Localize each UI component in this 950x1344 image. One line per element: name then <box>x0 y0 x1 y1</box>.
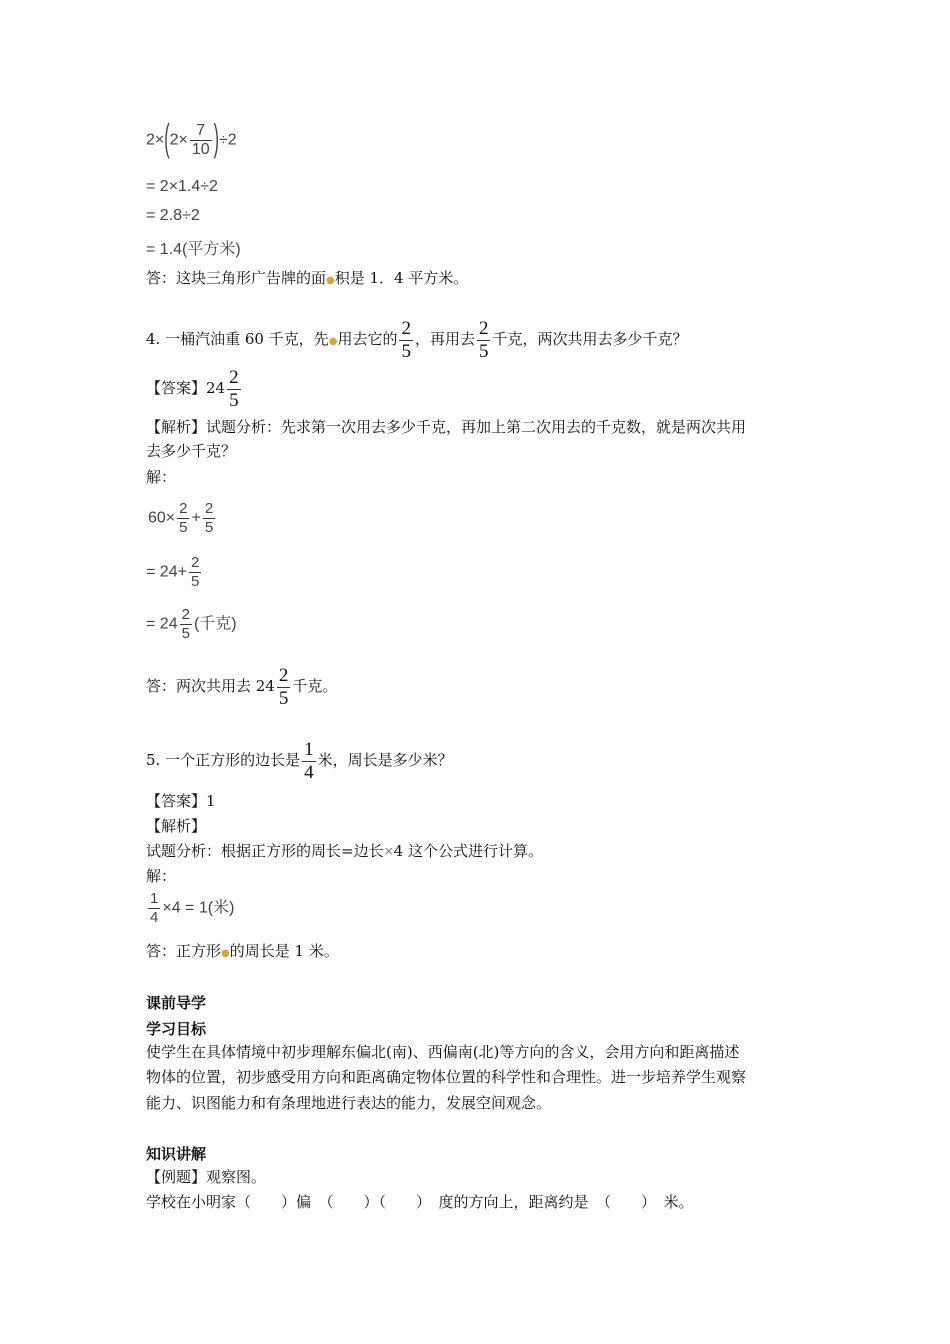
numerator: 2 <box>204 500 214 517</box>
numerator: 2 <box>181 606 190 623</box>
denominator: 5 <box>278 687 289 709</box>
calc-text: = 24+ <box>146 563 187 581</box>
numerator: 1 <box>304 738 314 760</box>
fraction <box>148 890 160 927</box>
example-label: 【例题】观察图。 <box>146 1168 267 1186</box>
fraction <box>190 122 212 159</box>
calc-line-4 <box>146 236 241 259</box>
fraction <box>477 318 491 363</box>
solve-label-5: 解： <box>146 867 177 885</box>
answer-text: 【答案】24 <box>146 379 226 397</box>
marker-dot: ● <box>221 948 230 959</box>
calc-text: ) <box>235 241 241 258</box>
question-4 <box>146 317 688 364</box>
solve-line-2 <box>146 554 203 591</box>
fraction <box>180 606 192 643</box>
numerator: 7 <box>196 122 206 139</box>
denominator: 5 <box>229 389 239 411</box>
question-text: 5. 一个正方形的边长是 <box>146 751 301 769</box>
denominator: 5 <box>179 519 188 536</box>
answer-text: 答：这块三角形广告牌的面 <box>146 269 327 287</box>
marker-dot: ● <box>328 336 338 347</box>
numerator: 2 <box>179 500 188 517</box>
solve-line-1 <box>148 500 217 537</box>
right-paren: ) <box>213 119 219 160</box>
question-text: 用去它的 <box>337 330 398 348</box>
calc-text: ×4 = 1( <box>162 899 214 917</box>
goal-line-3: 能力、识图能力和有条理地进行表达的能力，发展空间观念。 <box>146 1094 552 1112</box>
question-text: 米，周长是多少米？ <box>317 751 453 769</box>
answer-text: 千克。 <box>292 677 338 695</box>
solve-label: 解： <box>146 468 177 486</box>
numerator: 1 <box>150 890 159 907</box>
solve-line-3 <box>146 606 237 643</box>
analysis-4-cont: 去多少千克？ <box>146 442 237 460</box>
answer-text: 答：两次共用去 24 <box>146 677 275 695</box>
knowledge-heading: 知识讲解 <box>146 1145 207 1163</box>
answer-5: 【答案】1 <box>146 792 216 810</box>
times-sign: × <box>383 844 394 858</box>
fraction <box>227 367 241 412</box>
goal-heading: 学习目标 <box>146 1020 207 1038</box>
example-question: 学校在小明家（ ）偏 （ ）（ ） 度的方向上，距离约是 （ ） 米。 <box>146 1193 694 1211</box>
marker-dot: ● <box>326 275 335 286</box>
answer-text: 的周长是 1 米。 <box>229 942 339 960</box>
fraction <box>277 665 291 710</box>
unit: 米 <box>213 899 230 917</box>
calc-line-3: = 2.8÷2 <box>146 207 200 224</box>
question-5 <box>146 738 453 784</box>
denominator: 4 <box>150 909 159 926</box>
fraction <box>203 500 215 537</box>
numerator: 2 <box>190 554 200 571</box>
unit: 千克 <box>199 615 232 633</box>
analysis-4: 【解析】试题分析：先求第一次用去多少千克，再加上第二次用去的千克数，就是两次共用 <box>146 418 747 436</box>
numerator: 2 <box>278 664 289 686</box>
analysis-text: 4 这个公式进行计算。 <box>393 842 543 860</box>
denominator: 4 <box>304 761 314 783</box>
analysis-5 <box>146 842 543 860</box>
left-paren: ( <box>164 119 170 160</box>
calc-line-1 <box>146 119 237 160</box>
calc-text: 60× <box>148 509 176 527</box>
analysis-5-label: 【解析】 <box>146 817 207 835</box>
section-heading: 课前导学 <box>146 994 207 1012</box>
calc-line-2: = 2×1.4÷2 <box>146 178 218 195</box>
question-text: 千克，两次共用去多少千克？ <box>492 330 688 348</box>
solve-line-5 <box>146 890 234 927</box>
numerator: 2 <box>478 317 489 339</box>
question-text: ，再用去 <box>414 330 475 348</box>
final-answer-4 <box>146 664 337 710</box>
goal-line-2: 物体的位置，初步感受用方向和距离确定物体位置的科学性和合理性。进一步培养学生观察 <box>146 1068 747 1086</box>
denominator: 10 <box>191 141 210 158</box>
calc-text: ÷2 <box>218 131 237 149</box>
answer-line <box>146 269 468 290</box>
fraction <box>302 739 316 784</box>
numerator: 2 <box>401 317 411 339</box>
numerator: 2 <box>229 366 239 388</box>
calc-text: = 1.4( <box>146 241 188 258</box>
denominator: 5 <box>181 625 190 642</box>
calc-text: 2× <box>146 131 165 149</box>
calc-text: + <box>191 509 201 527</box>
calc-text: ( <box>193 615 200 633</box>
unit: 平方米 <box>187 241 236 258</box>
denominator: 5 <box>204 519 214 536</box>
calc-text: ) <box>229 899 235 917</box>
answer-text: 答：正方形 <box>146 942 222 960</box>
final-answer-5 <box>146 942 339 963</box>
fraction <box>399 318 413 363</box>
fraction <box>189 554 201 591</box>
denominator: 5 <box>478 340 489 362</box>
denominator: 5 <box>401 340 411 362</box>
calc-text: = 24 <box>146 615 178 633</box>
answer-4 <box>146 366 243 412</box>
calc-text: ) <box>231 615 237 633</box>
goal-line-1: 使学生在具体情境中初步理解东偏北(南)、西偏南(北)等方向的含义，会用方向和距离描述 <box>146 1043 740 1061</box>
answer-text: 积是 1．4 平方米。 <box>334 269 469 287</box>
denominator: 5 <box>190 573 200 590</box>
fraction <box>177 500 189 537</box>
analysis-text: 试题分析：根据正方形的周长=边长 <box>146 842 384 860</box>
question-text: 4. 一桶汽油重 60 千克，先 <box>146 330 329 348</box>
calc-text: 2× <box>169 131 188 149</box>
